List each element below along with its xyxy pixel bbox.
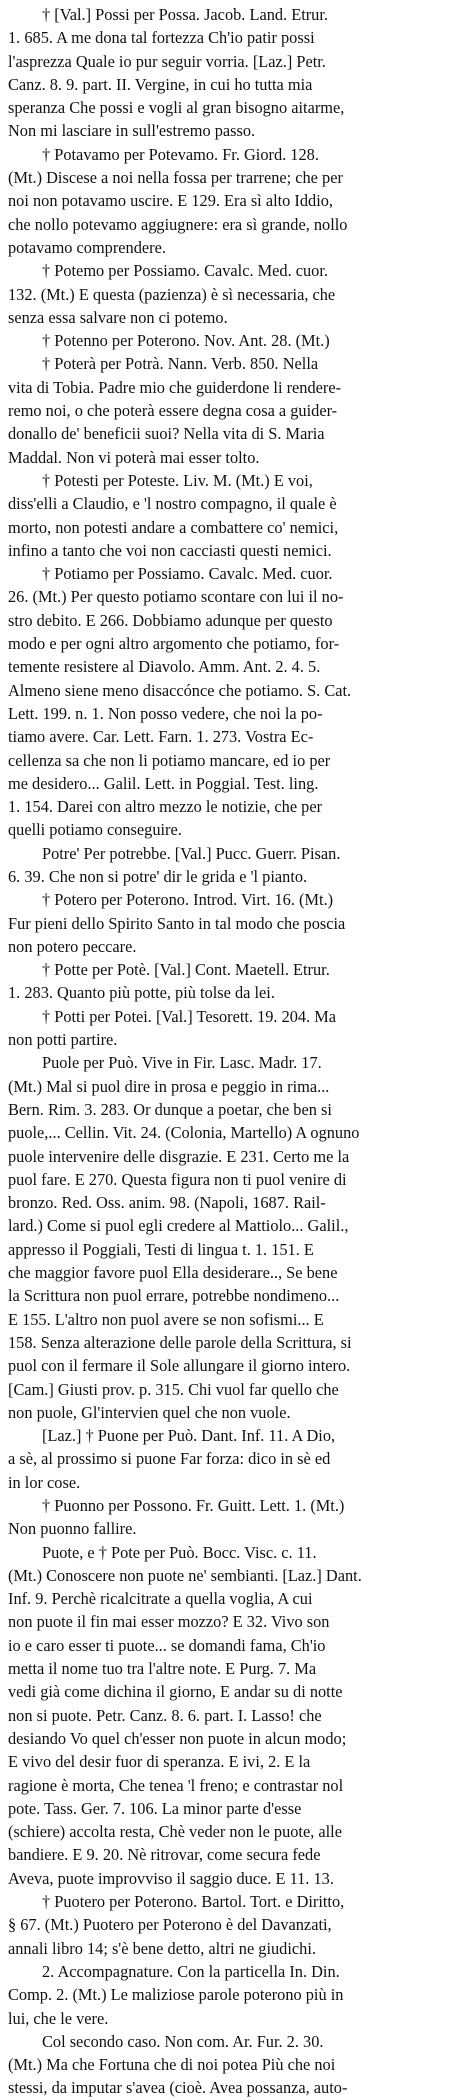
entry-line: Aveva, puote improvviso il saggio duce. E 11. 13.: [8, 1868, 334, 1888]
entry-line: vita di Tobia. Padre mio che guiderdone li rendere-: [8, 377, 342, 397]
entry-line: non puote il fin mai esser mozzo? E 32. Vivo son: [8, 1612, 330, 1632]
entry-line: non potero peccare.: [8, 936, 137, 956]
entry-line: temente resistere al Diavolo. Amm. Ant. 2. 4. 5.: [8, 657, 321, 677]
entry-line: lard.) Come si puol egli credere al Mattiolo... Galil.,: [8, 1216, 349, 1236]
entry-line: 1. 283. Quanto più potte, più tolse da lei.: [8, 983, 275, 1003]
entry-line: appresso il Poggiali, Testi di lingua t. 1. 151. E: [8, 1239, 314, 1259]
entry-line: noi non potavamo uscire. E 129. Era sì alto Iddio,: [8, 191, 333, 211]
entry-line: desiando Vo quel ch'esser non puote in alcun modo;: [8, 1728, 347, 1748]
entry-line: † Puotero per Poterono. Bartol. Tort. e Diritto,: [42, 1892, 345, 1912]
entry-line: E 155. L'altro non puol avere se non sofismi... E: [8, 1309, 324, 1329]
dictionary-entry: [8, 259, 459, 329]
entry-line: (Mt.) Discese a noi nella fossa per trarrene; che per: [8, 168, 343, 188]
entry-line: vedi già come dichina il giorno, E andar su di notte: [8, 1682, 343, 1702]
entry-line: annali libro 14; s'è bene detto, altri ne giudichi.: [8, 1938, 316, 1958]
entry-line: a sè, al prossimo si puone Far forza: dico in sè ed: [8, 1449, 331, 1469]
entry-line: l'asprezza Quale io pur seguir vorria. [Laz.] Petr.: [8, 51, 326, 71]
entry-line: Potre' Per potrebbe. [Val.] Pucc. Guerr. Pisan.: [42, 843, 341, 863]
entry-line: non puole, Gl'intervien quel che non vuole.: [8, 1402, 291, 1422]
entry-line: § 67. (Mt.) Puotero per Poterono è del Davanzati,: [8, 1915, 332, 1935]
entry-line: bandiere. E 9. 20. Nè ritrovar, come secura fede: [8, 1845, 321, 1865]
entry-line: E vivo del desir fuor di speranza. E ivi, 2. E la: [8, 1752, 311, 1772]
entry-line: † Potavamo per Potevamo. Fr. Giord. 128.: [42, 144, 319, 164]
dictionary-entry: [8, 958, 459, 1005]
entry-line: Puole per Può. Vive in Fir. Lasc. Madr. 17.: [42, 1053, 322, 1073]
entry-line: 132. (Mt.) E questa (pazienza) è sì necessaria, che: [8, 284, 336, 304]
dictionary-entry: [8, 329, 459, 352]
entry-line: morto, non potesti andare a combattere co' nemici,: [8, 517, 339, 537]
entry-line: cellenza sa che non li potiamo mancare, ed io per: [8, 750, 331, 770]
entry-line: pote. Tass. Ger. 7. 106. La minor parte d'esse: [8, 1798, 302, 1818]
entry-line: metta il nome tuo tra l'altre note. E Purg. 7. Ma: [8, 1659, 317, 1679]
dictionary-entry: [8, 842, 459, 889]
entry-line: Col secondo caso. Non com. Ar. Fur. 2. 30.: [42, 2031, 324, 2051]
entry-line: Almeno siene meno disaccónce che potiamo. S. Cat.: [8, 680, 352, 700]
entry-line: quelli potiamo conseguire.: [8, 820, 182, 840]
entry-line: 2. Accompagnature. Con la particella In. Din.: [42, 1961, 340, 1981]
entry-line: [Laz.] † Puone per Può. Dant. Inf. 11. A Dio,: [42, 1426, 336, 1446]
entry-line: Non puonno fallire.: [8, 1519, 137, 1539]
entry-line: (schiere) accolta resta, Chè veder non le puote, alle: [8, 1822, 342, 1842]
entry-line: io e caro esser ti puote... se domandi fama, Ch'io: [8, 1635, 326, 1655]
entry-line: 6. 39. Che non si potre' dir le grida e 'l pianto.: [8, 866, 308, 886]
entry-line: Non mi lasciare in sull'estremo passo.: [8, 121, 256, 141]
entry-line: che maggior favore puol Ella desiderare.., Se bene: [8, 1263, 338, 1283]
entry-line: che nollo potevamo aggiugnere: era sì grande, nollo: [8, 214, 348, 234]
entry-line: puole,... Cellin. Vit. 24. (Colonia, Martello) A ognuno: [8, 1123, 360, 1143]
entry-line: Inf. 9. Perchè ricalcitrate a quella voglia, A cui: [8, 1589, 313, 1609]
dictionary-entry: [8, 888, 459, 958]
dictionary-entry: [8, 1960, 459, 2030]
entry-line: † Potti per Potei. [Val.] Tesorett. 19. 204. Ma: [42, 1006, 337, 1026]
entry-line: speranza Che possi e vogli al gran bisogno aitarme,: [8, 98, 345, 118]
entry-line: stro debito. E 266. Dobbiamo adunque per questo: [8, 610, 333, 630]
dictionary-entry: [8, 352, 459, 468]
entry-line: † Potiamo per Possiamo. Cavalc. Med. cuor.: [42, 564, 333, 584]
entry-line: 1. 154. Darei con altro mezzo le notizie, che per: [8, 797, 323, 817]
entry-line: puol fare. E 270. Questa figura non ti puol venire di: [8, 1169, 347, 1189]
entry-line: donallo de' beneficii suoi? Nella vita di S. Maria: [8, 424, 325, 444]
entry-line: Fur pieni dello Spirito Santo in tal modo che poscia: [8, 913, 346, 933]
entry-line: me desidero... Galil. Lett. in Poggial. Test. ling.: [8, 773, 319, 793]
entry-line: Maddal. Non vi poterà mai esser tolto.: [8, 447, 260, 467]
dictionary-entry: [8, 1051, 459, 1424]
entry-line: senza essa salvare non ci potemo.: [8, 307, 228, 327]
entry-line: † Potesti per Poteste. Liv. M. (Mt.) E voi,: [42, 470, 313, 490]
entry-line: † Potero per Poterono. Introd. Virt. 16. (Mt.): [42, 890, 334, 910]
entry-line: Lett. 199. n. 1. Non posso vedere, che noi la po-: [8, 703, 323, 723]
dictionary-entry: [8, 143, 459, 259]
entry-line: † Potenno per Poterono. Nov. Ant. 28. (Mt.): [42, 331, 330, 351]
entry-line: Bern. Rim. 3. 283. Or dunque a poetar, che ben si: [8, 1099, 332, 1119]
entry-line: Comp. 2. (Mt.) Le maliziose parole poterono più in: [8, 1985, 344, 2005]
entry-line: non potti partire.: [8, 1030, 118, 1050]
dictionary-entry: [8, 1890, 459, 1960]
entry-line: † [Val.] Possi per Possa. Jacob. Land. Etrur.: [42, 5, 328, 24]
entry-line: stessi, da imputar s'avea (cioè. Avea possanza, auto-: [8, 2078, 348, 2098]
entry-line: Canz. 8. 9. part. II. Vergine, in cui ho tutta mia: [8, 74, 313, 94]
entry-line: remo noi, o che poterà essere degna cosa a guider-: [8, 401, 338, 421]
entry-line: Puote, e † Pote per Può. Bocc. Visc. c. 11.: [42, 1542, 317, 1562]
entry-line: in lor cose.: [8, 1472, 81, 1492]
entry-line: (Mt.) Ma che Fortuna che di noi potea Più che noi: [8, 2055, 336, 2075]
entry-line: † Potte per Potè. [Val.] Cont. Maetell. Etrur.: [42, 960, 330, 980]
entry-line: † Potemo per Possiamo. Cavalc. Med. cuor.: [42, 261, 328, 281]
dictionary-entry: [8, 1541, 459, 1890]
dictionary-entry: [8, 562, 459, 842]
entry-line: infino a tanto che voi non cacciasti questi nemici.: [8, 540, 332, 560]
entry-line: † Poterà per Potrà. Nann. Verb. 850. Nella: [42, 354, 319, 374]
entry-line: non si puote. Petr. Canz. 8. 6. part. I. Lasso! che: [8, 1705, 322, 1725]
dictionary-entry: [8, 469, 459, 562]
dictionary-entry: [8, 3, 459, 143]
entry-line: 158. Senza alterazione delle parole della Scrittura, si: [8, 1332, 352, 1352]
entry-line: tiamo avere. Car. Lett. Farn. 1. 273. Vostra Ec-: [8, 727, 314, 747]
entry-line: modo e per ogni altro argomento che potiamo, for-: [8, 634, 340, 654]
entry-line: [Cam.] Giusti prov. p. 315. Chi vuol far quello che: [8, 1379, 339, 1399]
entry-line: 26. (Mt.) Per questo potiamo scontare con lui il no-: [8, 587, 344, 607]
entry-line: 1. 685. A me dona tal fortezza Ch'io patir possi: [8, 28, 315, 48]
entry-line: puole intervenire delle disgrazie. E 231. Certo me la: [8, 1146, 350, 1166]
dictionary-entry: [8, 1494, 459, 1541]
dictionary-entry: [8, 1424, 459, 1494]
entry-line: diss'elli a Claudio, e 'l nostro compagno, il quale è: [8, 494, 337, 514]
entry-line: potavamo comprendere.: [8, 237, 166, 257]
entry-line: (Mt.) Mal si puol dire in prosa e peggio in rima...: [8, 1076, 330, 1096]
entry-line: la Scrittura non puol errare, potrebbe nondimeno...: [8, 1286, 340, 1306]
entry-line: bronzo. Red. Oss. anim. 98. (Napoli, 1687. Rail-: [8, 1193, 326, 1213]
entry-line: † Puonno per Possono. Fr. Guitt. Lett. 1. (Mt.): [42, 1496, 345, 1515]
dictionary-entry: [8, 1005, 459, 1052]
entry-line: lui, che le vere.: [8, 2008, 109, 2028]
entry-line: ragione è morta, Che tenea 'l freno; e contrastar nol: [8, 1775, 344, 1795]
dictionary-entry: [8, 2030, 459, 2100]
entry-line: puol con il fermare il Sole allungare il giorno intero.: [8, 1356, 351, 1376]
entry-line: (Mt.) Conoscere non puote ne' sembianti. [Laz.] Dant.: [8, 1565, 362, 1585]
